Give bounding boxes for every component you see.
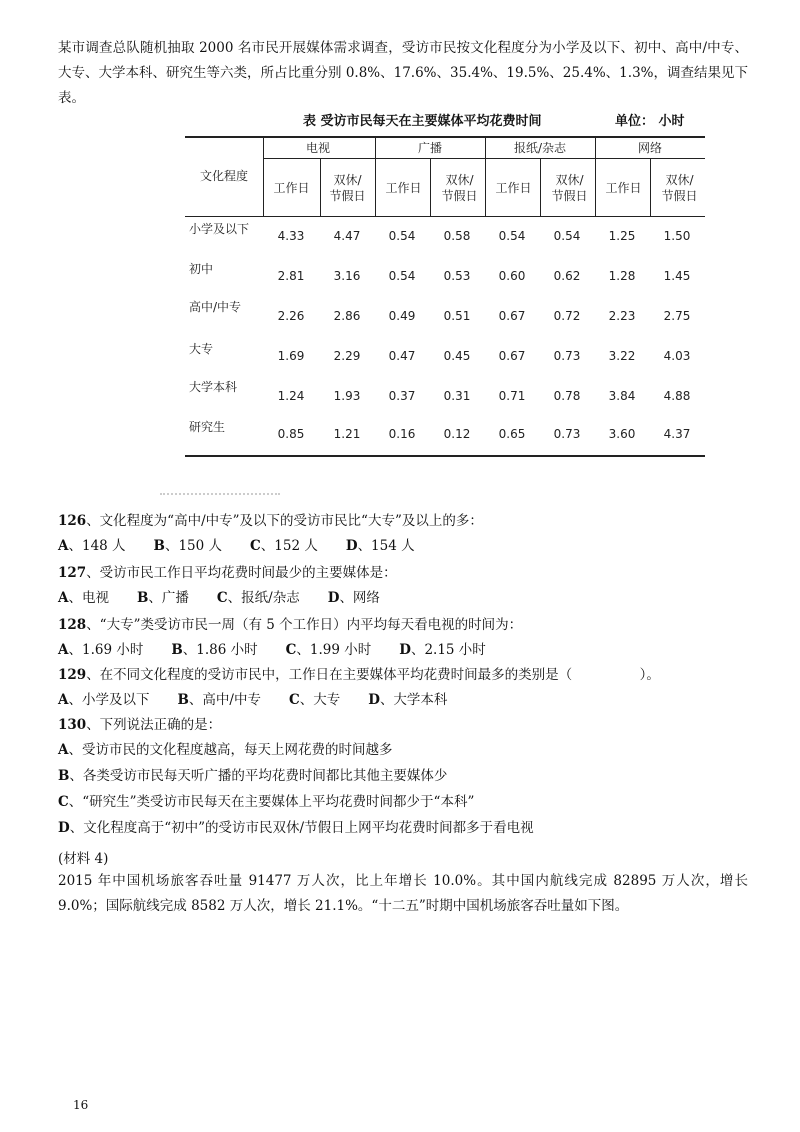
table-cell: 4.33 [277,229,305,243]
row-label: 大学本科 [189,380,238,394]
sub-header-weekend: 双休/ 节假日 [441,173,478,203]
table-cell: 1.45 [663,269,691,283]
table-cell: 3.84 [608,389,636,403]
table-cell: 0.54 [388,269,416,283]
table-cell: 0.51 [443,309,471,323]
table-cell: 0.60 [498,269,526,283]
table-cell: 1.69 [277,349,305,363]
option-c: C、1.99 小时 [285,642,372,658]
option-d: D、154 人 [345,538,415,554]
sub-header-workday: 工作日 [605,181,642,195]
table-cell: 2.29 [333,349,361,363]
table-cell: 3.16 [333,269,361,283]
table-cell: 2.26 [277,309,305,323]
table-bottom-rule [185,455,705,457]
table-cell: 0.78 [553,389,581,403]
table-header-rule [185,216,705,217]
option-c: C、大专 [288,692,341,708]
sub-header-weekend: 双休/ 节假日 [329,173,366,203]
row-label: 高中/中专 [189,300,242,314]
table-cell: 0.65 [498,427,526,441]
table-cell: 0.49 [388,309,416,323]
page-number: 16 [73,1098,89,1112]
table-cell: 3.22 [608,349,636,363]
options-128 [58,639,514,661]
sub-header-workday: 工作日 [273,181,310,195]
sub-header-workday: 工作日 [495,181,532,195]
table-cell: 1.28 [608,269,636,283]
table-cell: 2.86 [333,309,361,323]
table-cell: 4.03 [663,349,691,363]
media-header-1: 广播 [417,141,442,155]
option-c: C、152 人 [250,538,318,554]
table-cell: 1.25 [608,229,636,243]
table-cell: 0.67 [498,309,526,323]
table-cell: 0.31 [443,389,471,403]
question-126: 126、文化程度为“高中/中专”及以下的受访市民比“大专”及以上的多： [58,513,483,529]
table-corner-header: 文化程度 [199,169,248,183]
table-cell: 0.54 [553,229,581,243]
sub-header-weekend: 双休/ 节假日 [661,173,698,203]
table-cell: 0.53 [443,269,471,283]
table-cell: 0.58 [443,229,471,243]
table-cell: 0.71 [498,389,526,403]
option-d: D、大学本科 [368,692,448,708]
option-a: A、148 人 [58,538,126,554]
table-cell: 0.47 [388,349,416,363]
table-cell: 0.45 [443,349,471,363]
dotted-divider [160,493,280,495]
table-title: 表 受访市民每天在主要媒体平均花费时间 [303,114,542,129]
table-cell: 0.12 [443,427,471,441]
table-cell: 4.88 [663,389,691,403]
table-unit: 单位： 小时 [615,114,685,129]
table-cell: 0.62 [553,269,581,283]
table-cell: 0.16 [388,427,416,441]
option-b: B、广播 [136,590,189,606]
options-126 [58,535,443,557]
statement-c: C、“研究生”类受访市民每天在主要媒体上平均花费时间都少于“本科” [58,794,475,810]
table-cell: 0.54 [498,229,526,243]
table-cell: 4.37 [663,427,691,441]
table-cell: 0.73 [553,427,581,441]
table-cell: 0.37 [388,389,416,403]
row-label: 小学及以下 [189,222,250,236]
media-header-3: 网络 [637,141,662,155]
intro-paragraph: 某市调查总队随机抽取 2000 名市民开展媒体需求调查，受访市民按文化程度分为小学及以下、初中、高中/中专、大专、大学本科、研究生等六类，所占比重分别 0.8%、17.6%、35.4%、19.5%、25.4%、1.3%，调查结果见下表。 [58,40,748,106]
option-b: B、150 人 [153,538,223,554]
table-cell: 2.23 [608,309,636,323]
option-a: A、电视 [58,590,109,606]
material-paragraph: 2015 年中国机场旅客吞吐量 91477 万人次，比上年增长 10.0%。其中国内航线完成 82895 万人次，增长 9.0%；国际航线完成 8582 万人次，增长 21.1%。“十二五”时期中国机场旅客吞吐量如下图。 [58,873,748,914]
table-cell: 0.67 [498,349,526,363]
row-label: 初中 [189,262,214,276]
option-b: B、1.86 小时 [171,642,258,658]
option-c: C、报纸/杂志 [216,590,300,606]
sub-header-weekend: 双休/ 节假日 [551,173,588,203]
question-127: 127、受访市民工作日平均花费时间最少的主要媒体是： [58,565,397,581]
table-cell: 0.54 [388,229,416,243]
media-time-table [185,100,705,455]
option-d: D、2.15 小时 [399,642,486,658]
material-label: (材料 4) [58,851,109,867]
question-130: 130、下列说法正确的是： [58,717,222,733]
table-cell: 3.60 [608,427,636,441]
table-cell: 1.93 [333,389,361,403]
table-cell: 1.50 [663,229,691,243]
option-a: A、小学及以下 [58,692,150,708]
table-cell: 0.73 [553,349,581,363]
option-d: D、网络 [327,590,380,606]
table-cell: 1.21 [333,427,361,441]
table-cell: 4.47 [333,229,361,243]
row-label: 大专 [189,342,214,356]
option-b: B、高中/中专 [177,692,261,708]
row-label: 研究生 [189,420,226,434]
table-cell: 2.75 [663,309,691,323]
options-127 [58,587,408,609]
question-129: 129、在不同文化程度的受访市民中，工作日在主要媒体平均花费时间最多的类别是（ ）。 [58,667,660,683]
media-group-rule-0 [263,158,375,159]
statement-a: A、受访市民的文化程度越高，每天上网花费的时间越多 [58,742,393,758]
media-header-0: 电视 [305,141,330,155]
options-129 [58,689,475,711]
option-a: A、1.69 小时 [58,642,144,658]
table-cell: 0.72 [553,309,581,323]
sub-header-workday: 工作日 [385,181,422,195]
question-128: 128、“大专”类受访市民一周（有 5 个工作日）内平均每天看电视的时间为： [58,617,523,633]
statement-b: B、各类受访市民每天听广播的平均花费时间都比其他主要媒体少 [58,768,448,784]
table-cell: 1.24 [277,389,305,403]
statement-d: D、文化程度高于“初中”的受访市民双休/节假日上网平均花费时间都多于看电视 [58,820,534,836]
media-header-2: 报纸/杂志 [513,141,567,155]
table-cell: 2.81 [277,269,305,283]
table-cell: 0.85 [277,427,305,441]
